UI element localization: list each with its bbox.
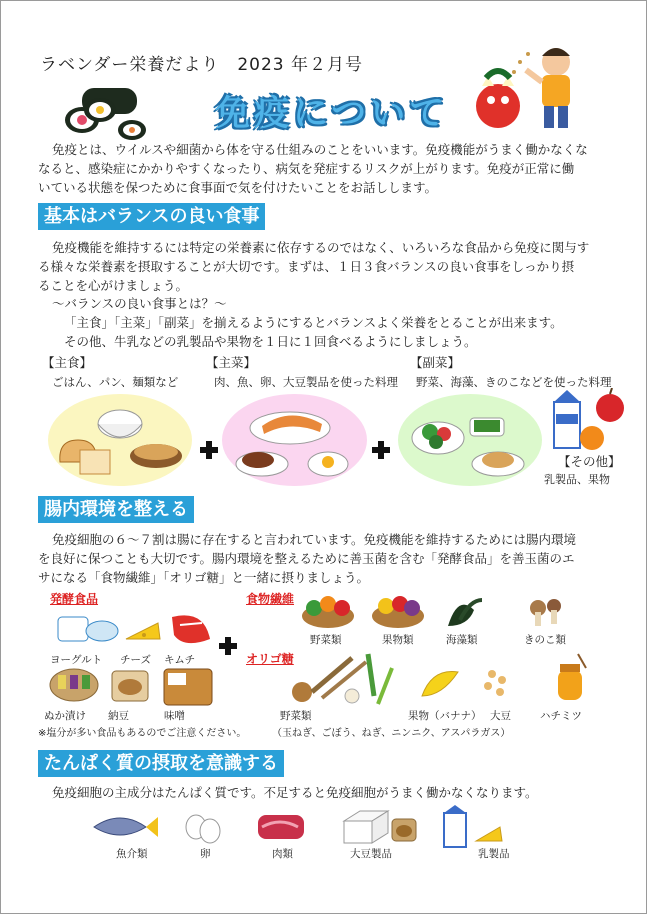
side-dishes-illustration	[404, 398, 536, 482]
intro-line-3: いている状態を保つために食事面で気を付けたいことをお話しします。	[38, 180, 438, 195]
main-dishes-illustration	[228, 398, 360, 482]
protein-item-egg: 卵	[200, 848, 211, 860]
plus-icon	[219, 637, 237, 655]
fiber-item-fruits: 果物類	[382, 634, 414, 646]
gut-para-1: 免疫細胞の６～７割は腸に存在すると言われています。免疫機能を維持するためには腸内環境	[52, 532, 577, 547]
fiber-label: 食物繊維	[246, 592, 295, 606]
intro-line-2: なると、感染症にかかりやすくなったり、病気を発症するリスクが上がります。免疫が正常に働	[38, 161, 575, 176]
oligo-item-soybean: 大豆	[490, 710, 511, 722]
other-label: 【その他】	[558, 454, 621, 469]
staple-label: 【主食】	[42, 355, 93, 370]
oligo-item-honey: ハチミツ	[540, 710, 582, 722]
plus-icon	[372, 441, 390, 459]
fiber-item-vegetables: 野菜類	[310, 634, 342, 646]
fermented-item-natto: 納豆	[108, 710, 129, 722]
balance-para-2: る様々な栄養素を摂取することが大切です。まずは、１日３食バランスの良い食事をしっかり摂	[38, 259, 575, 274]
gut-para-3: サになる「食物繊維」「オリゴ糖」と一緒に摂りましょう。	[38, 570, 370, 585]
milk-and-fruits-illustration	[548, 388, 636, 454]
gut-para-2: を良好に保つことも大切です。腸内環境を整えるために善玉菌を含む「発酵食品」を善玉菌のエ	[38, 551, 575, 566]
setsubun-illustration	[468, 42, 588, 142]
balance-para-1: 免疫機能を維持するには特定の栄養素に依存するのではなく、いろいろな食品から免疫に関与す	[52, 240, 590, 255]
fiber-item-seaweed: 海藻類	[446, 634, 478, 646]
protein-item-meat: 肉類	[272, 848, 293, 860]
section-heading-balance: 基本はバランスの良い食事	[38, 203, 265, 230]
balance-subheading: ～バランスの良い食事とは？～	[52, 296, 227, 311]
fermented-item-kimchi: キムチ	[164, 654, 196, 666]
balance-line-1: 「主食」「主菜」「副菜」を揃えるようにするとバランスよく栄養をとることが出来ます。	[64, 315, 563, 330]
fermented-row2-illustration	[44, 665, 224, 707]
fermented-item-nukazuke: ぬか漬け	[44, 710, 86, 722]
plus-icon	[200, 441, 218, 459]
protein-item-dairy: 乳製品	[478, 848, 510, 860]
fermented-item-yogurt: ヨーグルト	[50, 654, 103, 666]
protein-para: 免疫細胞の主成分はたんぱく質です。不足すると免疫細胞がうまく働かなくなります。	[52, 785, 538, 800]
main-dish-desc: 肉、魚、卵、大豆製品を使った料理	[214, 375, 398, 389]
protein-foods-illustration	[90, 805, 520, 849]
intro-line-1: 免疫とは、ウイルスや細菌から体を守る仕組みのことをいいます。免疫機能がうまく働かなくな	[52, 142, 588, 157]
side-dish-label: 【副菜】	[410, 355, 461, 370]
fiber-item-mushrooms: きのこ類	[524, 634, 566, 646]
fermented-row1-illustration	[44, 605, 214, 653]
protein-item-soy-products: 大豆製品	[350, 848, 392, 860]
side-dish-desc: 野菜、海藻、きのこなどを使った料理	[416, 375, 612, 389]
fermented-item-cheese: チーズ	[120, 654, 151, 666]
oligo-item-banana: 果物（バナナ）	[408, 710, 482, 722]
page-title: 免疫について	[215, 94, 449, 134]
fermented-label: 発酵食品	[50, 592, 99, 606]
main-dish-label: 【主菜】	[206, 355, 257, 370]
staple-foods-illustration	[52, 400, 188, 480]
protein-item-seafood: 魚介類	[116, 848, 148, 860]
salt-note: ※塩分が多い食品もあるのでご注意ください。	[38, 728, 247, 739]
fiber-illustration	[298, 590, 606, 630]
balance-line-2: その他、牛乳などの乳製品や果物を１日に１回食べるようにしましょう。	[64, 334, 477, 349]
other-desc: 乳製品、果物	[544, 473, 610, 486]
section-heading-gut: 腸内環境を整える	[38, 496, 194, 523]
oligo-item-vegetables: 野菜類	[280, 710, 312, 722]
oligo-illustration	[282, 648, 600, 706]
newsletter-title: ラベンダー栄養だより 2023 年２月号	[40, 55, 363, 75]
fermented-item-miso: 味噌	[164, 710, 185, 722]
vegetable-examples-note: （玉ねぎ、ごぼう、ねぎ、ニンニク、アスパラガス）	[272, 728, 511, 739]
section-heading-protein: たんぱく質の摂取を意識する	[38, 750, 284, 777]
sushi-roll-illustration	[60, 80, 150, 140]
balance-para-3: ることを心がけましょう。	[38, 278, 189, 293]
oligo-label: オリゴ糖	[246, 652, 294, 666]
staple-desc: ごはん、パン、麺類など	[52, 375, 179, 389]
